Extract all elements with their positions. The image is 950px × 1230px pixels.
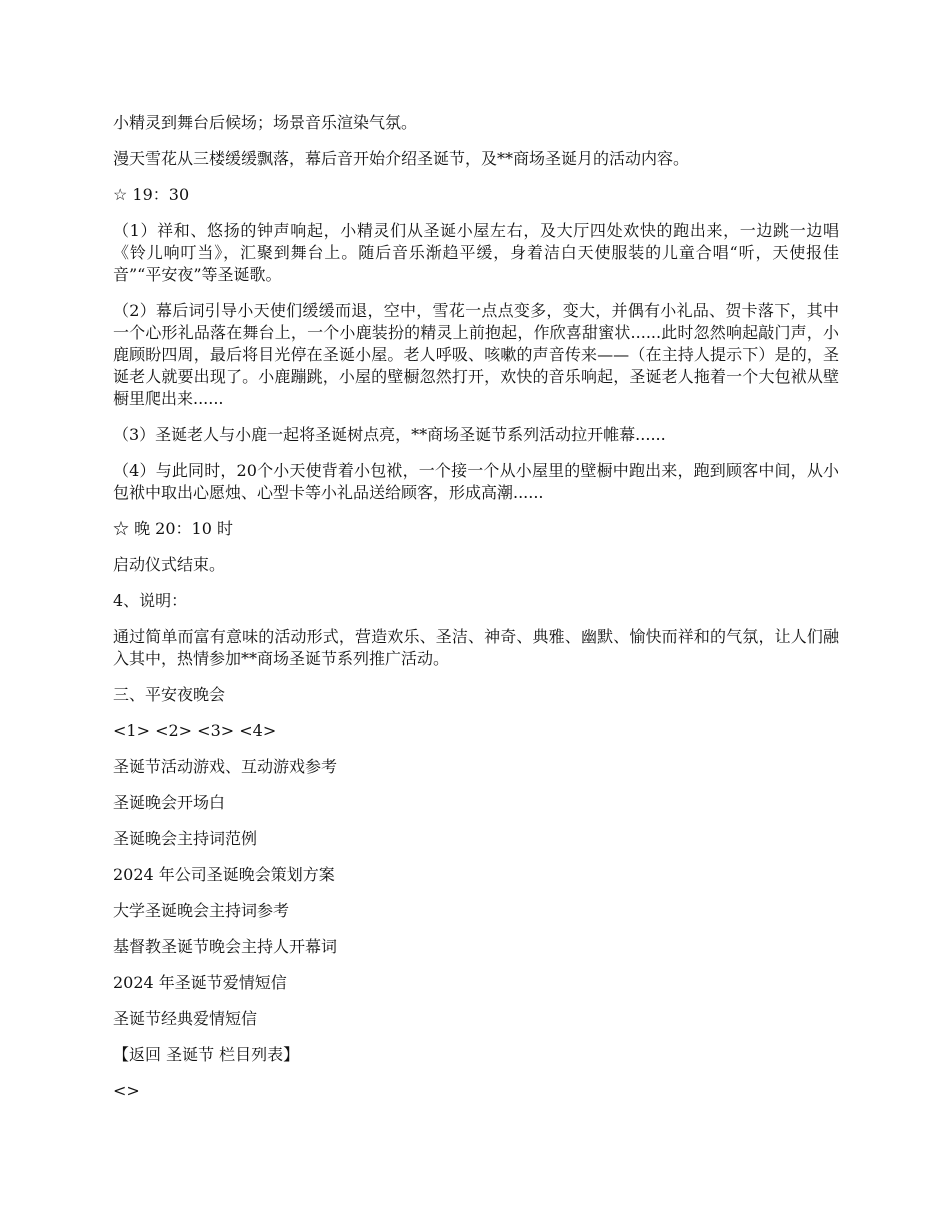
time-heading-1930: ☆ 19：30 bbox=[113, 185, 190, 204]
paragraph-snowfall: 漫天雪花从三楼缓缓飘落，幕后音开始介绍圣诞节，及**商场圣诞月的活动内容。 bbox=[113, 149, 690, 168]
paragraph-notes: 通过简单而富有意味的活动形式，营造欢乐、圣洁、神奇、典雅、幽默、愉快而祥和的气氛，让人们融入其中，热情参加**商场圣诞节系列推广活动。 bbox=[113, 627, 839, 668]
pagination-links[interactable]: <1> <2> <3> <4> bbox=[113, 721, 277, 740]
section-heading-eve-party: 三、平安夜晚会 bbox=[113, 685, 226, 704]
footer-mark: <> bbox=[113, 1081, 140, 1100]
paragraph-step-2: （2）幕后词引导小天使们缓缓而退，空中，雪花一点点变多，变大，并偶有小礼品、贺卡落下，其中一个心形礼品落在舞台上，一个小鹿装扮的精灵上前抱起，作欣喜甜蜜状......此时忽然响起敲门声，小鹿顾盼四周，最后将目光停在圣诞小屋。老人呼吸、咳嗽的声音传来——（在主持人提示下）是的，圣诞老人就要出现了。小鹿蹦跳，小屋的壁橱忽然打开，欢快的音乐响起，圣诞老人拖着一个大包袱从壁橱里爬出来...... bbox=[113, 301, 839, 408]
related-link-host-examples[interactable]: 圣诞晚会主持词范例 bbox=[113, 829, 258, 848]
paragraph-backstage: 小精灵到舞台后候场；场景音乐渲染气氛。 bbox=[113, 113, 418, 132]
paragraph-step-4: （4）与此同时，20个小天使背着小包袱，一个接一个从小屋里的壁橱中跑出来，跑到顾客中间，从小包袱中取出心愿烛、心型卡等小礼品送给顾客，形成高潮...... bbox=[113, 461, 839, 502]
related-link-christian-opening[interactable]: 基督教圣诞节晚会主持人开幕词 bbox=[113, 937, 338, 956]
paragraph-ceremony-end: 启动仪式结束。 bbox=[113, 555, 226, 574]
related-link-love-sms-2024[interactable]: 2024 年圣诞节爱情短信 bbox=[113, 973, 287, 992]
related-link-company-plan[interactable]: 2024 年公司圣诞晚会策划方案 bbox=[113, 865, 335, 884]
related-link-university-host[interactable]: 大学圣诞晚会主持词参考 bbox=[113, 901, 290, 920]
related-link-classic-love-sms[interactable]: 圣诞节经典爱情短信 bbox=[113, 1009, 258, 1028]
paragraph-step-1: （1）祥和、悠扬的钟声响起，小精灵们从圣诞小屋左右，及大厅四处欢快的跑出来，一边跳一边唱《铃儿响叮当》，汇聚到舞台上。随后音乐渐趋平缓，身着洁白天使服装的儿童合唱“听，天使报佳音”“平安夜”等圣诞歌。 bbox=[113, 221, 839, 284]
document-page bbox=[113, 112, 839, 1116]
paragraph-step-3: （3）圣诞老人与小鹿一起将圣诞树点亮，**商场圣诞节系列活动拉开帷幕...... bbox=[113, 425, 666, 444]
related-link-games[interactable]: 圣诞节活动游戏、互动游戏参考 bbox=[113, 757, 338, 776]
section-heading-notes: 4、说明： bbox=[113, 591, 188, 610]
time-heading-2010: ☆ 晚 20：10 时 bbox=[113, 519, 233, 538]
related-link-opening[interactable]: 圣诞晚会开场白 bbox=[113, 793, 226, 812]
back-to-list-link[interactable]: 【返回 圣诞节 栏目列表】 bbox=[113, 1045, 300, 1064]
